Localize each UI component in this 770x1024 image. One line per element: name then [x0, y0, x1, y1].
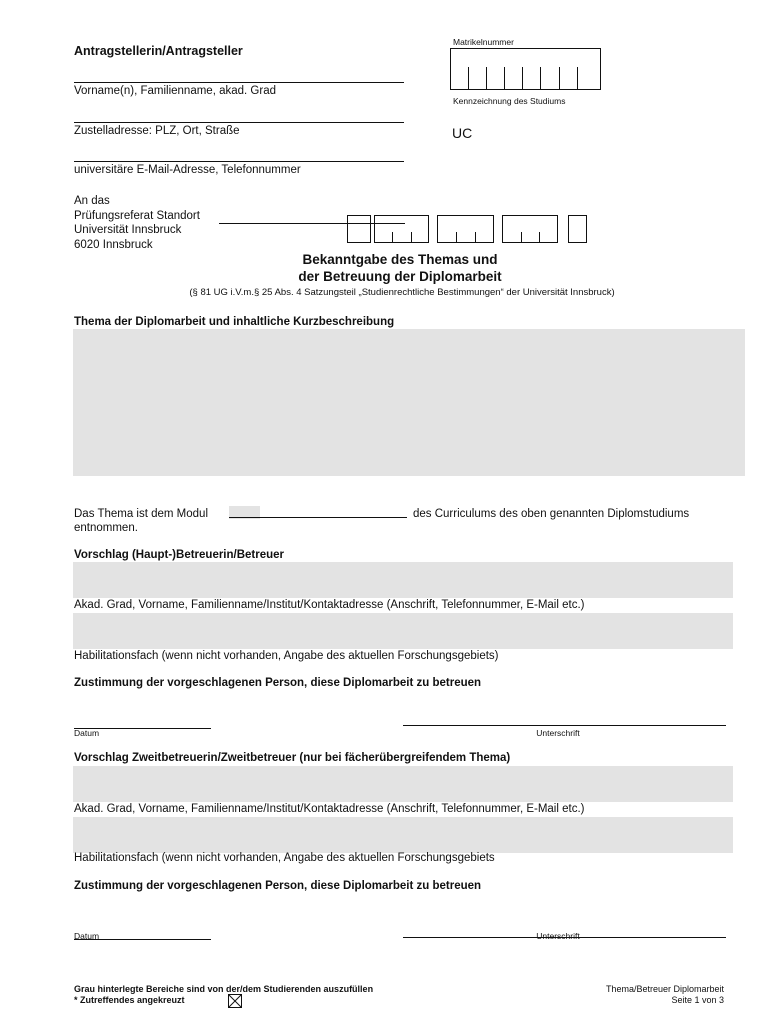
recipient-line4: 6020 Innsbruck	[74, 239, 153, 251]
name-line[interactable]	[74, 82, 404, 83]
digit-divider	[392, 232, 393, 243]
second-supervisor-heading: Vorschlag Zweitbetreuerin/Zweitbetreuer (nur bei fächerübergreifendem Thema)	[74, 752, 511, 764]
second-supervisor-contact-label: Akad. Grad, Vorname, Familienname/Institut/Kontaktadresse (Anschrift, Telefonnummer, E-Mail etc.)	[74, 803, 585, 815]
main-signature-label: Unterschrift	[536, 728, 580, 738]
digit-divider	[411, 232, 412, 243]
main-supervisor-heading: Vorschlag (Haupt-)Betreuerin/Betreuer	[74, 549, 285, 561]
name-label: Vorname(n), Familienname, akad. Grad	[74, 85, 276, 97]
digit-divider	[475, 232, 476, 243]
address-line[interactable]	[74, 122, 404, 123]
topic-heading: Thema der Diplomarbeit und inhaltliche Kurzbeschreibung	[74, 316, 395, 328]
matriculation-number-box[interactable]	[450, 48, 601, 90]
main-supervisor-contact-label: Akad. Grad, Vorname, Familienname/Institut/Kontaktadresse (Anschrift, Telefonnummer, E-Mail etc.)	[74, 599, 585, 611]
footer-note-gray-areas: Grau hinterlegte Bereiche sind von der/dem Studierenden auszufüllen	[74, 984, 374, 994]
study-code-label: Kennzeichnung des Studiums	[453, 96, 566, 106]
main-supervisor-habil-label: Habilitationsfach (wenn nicht vorhanden, Angabe des aktuellen Forschungsgebiets)	[74, 650, 499, 662]
main-date-label: Datum	[74, 728, 100, 738]
digit-divider	[540, 67, 541, 89]
form-title-line2: der Betreuung der Diplomarbeit	[298, 269, 502, 284]
topic-input-area[interactable]	[73, 329, 745, 476]
digit-divider	[468, 67, 469, 89]
address-label: Zustelladresse: PLZ, Ort, Straße	[74, 125, 240, 137]
digit-divider	[559, 67, 560, 89]
form-subtitle: (§ 81 UG i.V.m.§ 25 Abs. 4 Satzungsteil „Studienrechtliche Bestimmungen“ der Universität Innsbruck)	[189, 287, 615, 298]
applicant-heading: Antragstellerin/Antragsteller	[74, 44, 243, 58]
email-label: universitäre E-Mail-Adresse, Telefonnummer	[74, 164, 301, 176]
study-code-box[interactable]	[347, 215, 371, 243]
footer-note-checked: * Zutreffendes angekreuzt	[74, 995, 185, 1005]
study-code-box[interactable]	[568, 215, 587, 243]
digit-divider	[521, 232, 522, 243]
matriculation-label: Matrikelnummer	[453, 37, 514, 47]
study-code-box[interactable]	[437, 215, 494, 243]
form-title-line1: Bekanntgabe des Themas und	[302, 252, 498, 267]
module-suffix: des Curriculums des oben genannten Diplomstudiums	[413, 508, 690, 520]
email-line[interactable]	[74, 161, 404, 162]
second-consent-heading: Zustimmung der vorgeschlagenen Person, diese Diplomarbeit zu betreuen	[74, 880, 482, 892]
main-signature-line[interactable]	[403, 725, 726, 726]
digit-divider	[486, 67, 487, 89]
study-code-box[interactable]	[502, 215, 558, 243]
module-line	[229, 517, 407, 518]
checked-box-icon	[228, 994, 242, 1008]
recipient-line3: Universität Innsbruck	[74, 224, 182, 236]
digit-divider	[577, 67, 578, 89]
main-supervisor-habil-input[interactable]	[73, 613, 733, 649]
second-supervisor-habil-input[interactable]	[73, 817, 733, 853]
recipient-line2: Prüfungsreferat Standort	[74, 210, 200, 222]
study-code-prefix: UC	[452, 125, 473, 141]
module-prefix: Das Thema ist dem Modul	[74, 508, 209, 520]
digit-divider	[456, 232, 457, 243]
digit-divider	[522, 67, 523, 89]
recipient-line1: An das	[74, 195, 110, 207]
digit-divider	[504, 67, 505, 89]
study-code-box[interactable]	[374, 215, 429, 243]
second-supervisor-contact-input[interactable]	[73, 766, 733, 802]
digit-divider	[539, 232, 540, 243]
second-supervisor-habil-label: Habilitationsfach (wenn nicht vorhanden, Angabe des aktuellen Forschungsgebiets	[74, 852, 495, 864]
footer-doc-name: Thema/Betreuer Diplomarbeit	[605, 984, 724, 994]
second-date-label: Datum	[74, 931, 100, 941]
second-signature-label: Unterschrift	[536, 931, 580, 941]
footer-page-number: Seite 1 von 3	[671, 995, 724, 1005]
module-line2: entnommen.	[74, 522, 138, 534]
main-supervisor-contact-input[interactable]	[73, 562, 733, 598]
main-consent-heading: Zustimmung der vorgeschlagenen Person, diese Diplomarbeit zu betreuen	[74, 677, 482, 689]
